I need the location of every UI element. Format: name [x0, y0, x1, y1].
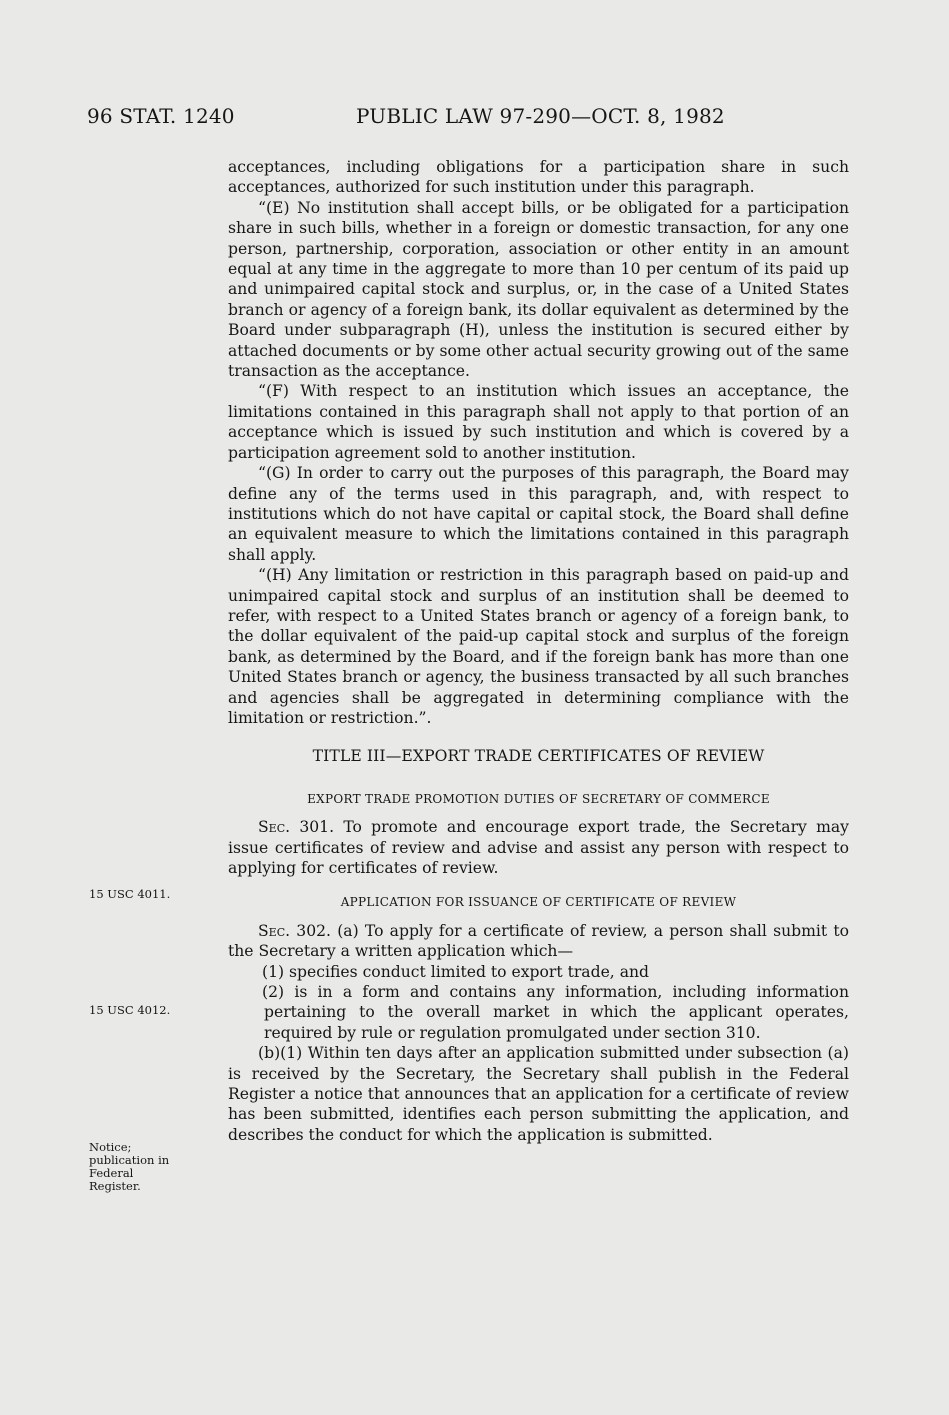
public-law-header: PUBLIC LAW 97-290—OCT. 8, 1982 [356, 104, 725, 128]
section-302-text [228, 921, 849, 962]
section-label: Sec. [258, 921, 291, 940]
section-302-heading: APPLICATION FOR ISSUANCE OF CERTIFICATE OF REVIEW [340, 895, 737, 910]
paragraph-f: “(F) With respect to an institution which issues an acceptance, the limitations contained in this paragraph shall not apply to that portion of an acceptance which is issued by such institution and which is covered by a participation agreement sold to another institution. [228, 382, 849, 462]
margin-note-line: Federal [89, 1166, 134, 1180]
margin-note-line: Notice; [89, 1140, 132, 1154]
section-302-body: 302. (a) To apply for a certificate of review, a person shall submit to the Secretary a written application which— [228, 921, 849, 961]
section-label: Sec. [258, 818, 291, 837]
paragraph-e: “(E) No institution shall accept bills, or be obligated for a participation share in such bills, whether in a foreign or domestic transaction, for any one person, partnership, corporation, association or other entity in an amount equal at any time in the aggregate to more than 10 per centum of its paid up and unimpaired capital stock and surplus, or, in the case of a United States branch or agency of a foreign bank, its dollar equivalent as determined by the Board under subparagraph (H), unless the institution is secured either by attached documents or by some other actual security growing out of the same transaction as the acceptance. [228, 198, 849, 381]
section-301-text [228, 817, 849, 878]
stat-reference: 96 STAT. 1240 [87, 104, 235, 128]
margin-note-federal-register [89, 1141, 169, 1193]
paragraph-h: “(H) Any limitation or restriction in this paragraph based on paid-up and unimpaired capital stock and surplus of an institution shall be deemed to refer, with respect to a United States branch or agency of a foreign bank, to the dollar equivalent of the paid-up capital stock and surplus of the foreign bank, as determined by the Board, and if the foreign bank has more than one United States branch or agency, the business transacted by all such branches and agencies shall be aggregated in determining compliance with the limitation or restriction.”. [228, 566, 849, 727]
section-302-item-2: (2) is in a form and contains any information, including information pertaining to the overall market in which the applicant operates, required by rule or regulation promulgated under section 310. [262, 983, 849, 1042]
margin-note-line: Register. [89, 1179, 141, 1193]
margin-note-line: publication in [89, 1153, 170, 1167]
title-heading: TITLE III—EXPORT TRADE CERTIFICATES OF REVIEW [312, 747, 765, 766]
section-302-item-1: (1) specifies conduct limited to export trade, and [262, 962, 650, 981]
document-body [228, 157, 849, 1145]
paragraph-continuation: acceptances, including obligations for a participation share in such acceptances, authorized for such institution under this paragraph. [228, 158, 849, 197]
margin-note-usc-4011: 15 USC 4011. [89, 887, 171, 901]
margin-note-usc-4012: 15 USC 4012. [89, 1003, 171, 1017]
section-301-body: 301. To promote and encourage export trade, the Secretary may issue certificates of review and advise and assist any person with respect to applying for certificates of review. [228, 818, 849, 877]
section-301-heading: EXPORT TRADE PROMOTION DUTIES OF SECRETARY OF COMMERCE [307, 791, 770, 806]
section-302-b1: (b)(1) Within ten days after an application submitted under subsection (a) is received by the Secretary, the Secretary shall publish in the Federal Register a notice that announces that an application for a certificate of review has been submitted, identifies each person submitting the application, and describes the conduct for which the application is submitted. [228, 1044, 849, 1144]
paragraph-g: “(G) In order to carry out the purposes of this paragraph, the Board may define any of the terms used in this paragraph, and, with respect to institutions which do not have capital or capital stock, the Board shall define an equivalent measure to which the limitations contained in this paragraph shall apply. [228, 464, 849, 564]
